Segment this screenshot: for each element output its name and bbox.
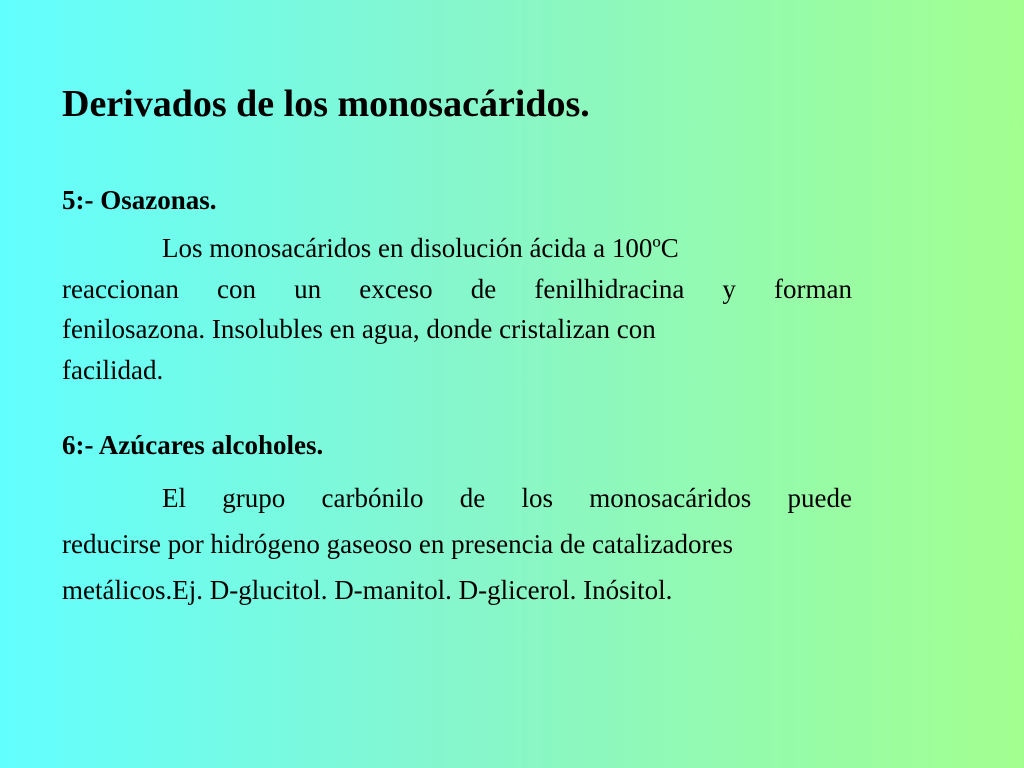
section-heading-osazonas: 5:- Osazonas. xyxy=(62,185,217,215)
paragraph-line: metálicos.Ej. D-glucitol. D-manitol. D-glicerol. Inósitol. xyxy=(62,575,673,605)
section-heading-azucares-alcoholes: 6:- Azúcares alcoholes. xyxy=(62,430,324,460)
paragraph-osazonas xyxy=(62,228,852,390)
paragraph-line: reducirse por hidrógeno gaseoso en presencia de catalizadores xyxy=(62,529,733,559)
paragraph-line: reaccionan con un exceso de fenilhidracina y forman xyxy=(62,273,852,304)
paragraph-line: El grupo carbónilo de los monosacáridos puede xyxy=(162,483,852,513)
paragraph-line: Los monosacáridos en disolución ácida a 100ºC xyxy=(162,233,679,263)
paragraph-line: fenilosazona. Insolubles en agua, donde cristalizan con xyxy=(62,314,656,344)
paragraph-azucares-alcoholes xyxy=(62,475,852,613)
slide-title: Derivados de los monosacáridos. xyxy=(62,83,590,125)
paragraph-line: facilidad. xyxy=(62,354,164,385)
